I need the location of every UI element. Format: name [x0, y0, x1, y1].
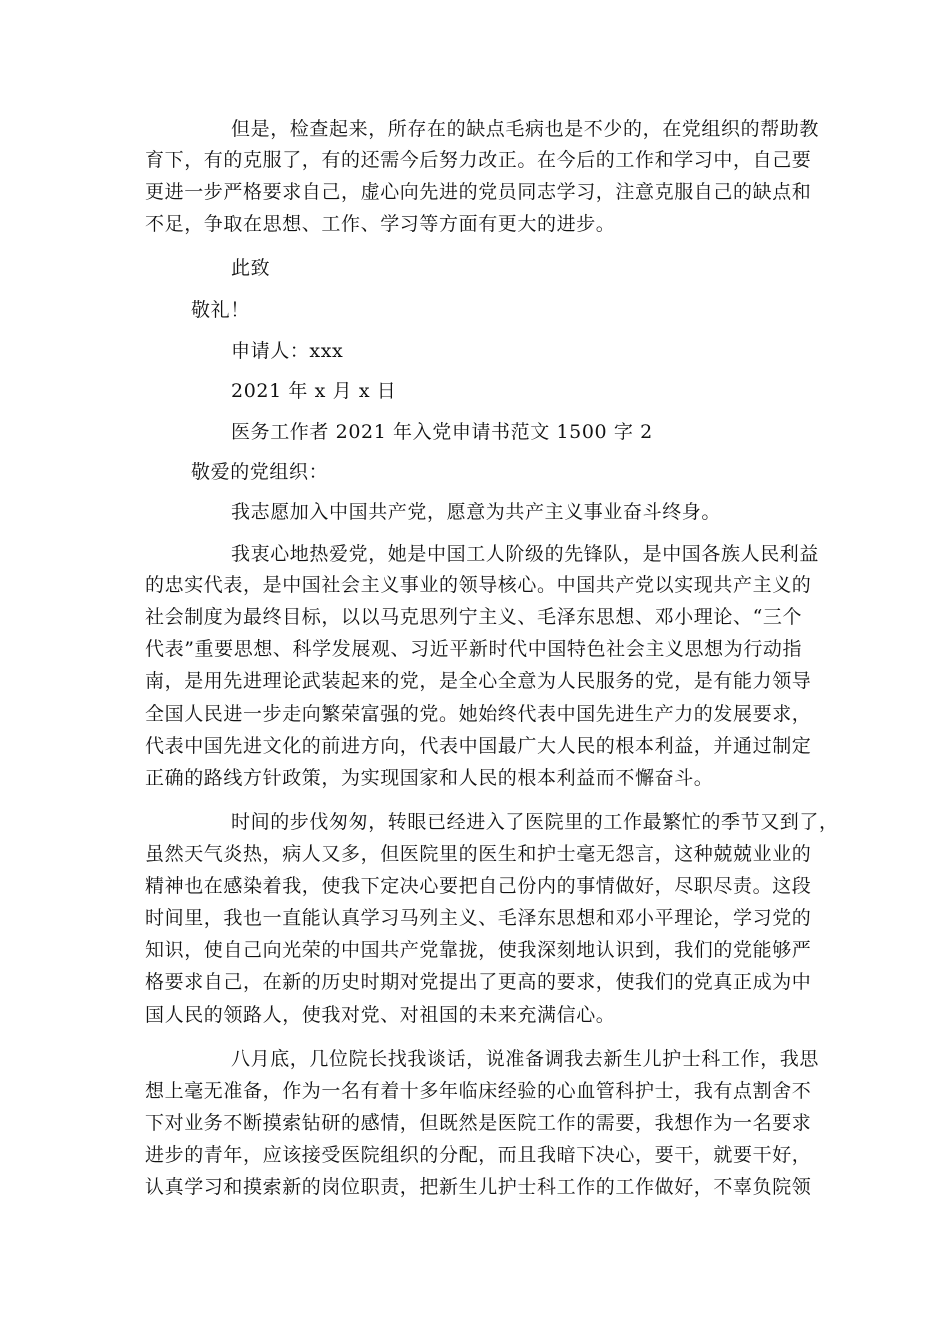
date-line: 2021 年 x 月 x 日 [231, 380, 397, 402]
text-line: 南，是用先进理论武装起来的党，是全心全意为人民服务的党，是有能力领导 [145, 670, 812, 692]
text-line: 正确的路线方针政策，为实现国家和人民的根本利益而不懈奋斗。 [145, 767, 714, 789]
text-line: 全国人民进一步走向繁荣富强的党。她始终代表中国先进生产力的发展要求， [145, 703, 812, 725]
text-line: 认真学习和摸索新的岗位职责，把新生儿护士科工作的工作做好，不辜负院领 [145, 1176, 812, 1198]
text-line: 想上毫无准备，作为一名有着十多年临床经验的心血管科护士，我有点割舍不 [145, 1080, 812, 1102]
text-line: 时间的步伐匆匆，转眼已经进入了医院里的工作最繁忙的季节又到了， [231, 811, 839, 833]
text-line: 代表中国先进文化的前进方向，代表中国最广大人民的根本利益，并通过制定 [145, 735, 812, 757]
text-line: 更进一步严格要求自己，虚心向先进的党员同志学习，注意克服自己的缺点和 [145, 181, 812, 203]
text-line: 代表”重要思想、科学发展观、习近平新时代中国特色社会主义思想为行动指 [145, 638, 803, 660]
text-line: 国人民的领路人，使我对党、对祖国的未来充满信心。 [145, 1004, 616, 1026]
text-line: 虽然天气炎热，病人又多，但医院里的医生和护士毫无怨言，这种兢兢业业的 [145, 843, 812, 865]
text-line: 下对业务不断摸索钻研的感情，但既然是医院工作的需要，我想作为一名要求 [145, 1112, 812, 1134]
greeting-line: 敬爱的党组织： [191, 461, 329, 483]
text-line: 我衷心地热爱党，她是中国工人阶级的先锋队，是中国各族人民利益 [231, 543, 820, 565]
applicant-line: 申请人：xxx [231, 340, 344, 362]
salutation-regards: 敬礼！ [191, 299, 250, 321]
text-line: 精神也在感染着我，使我下定决心要把自己份内的事情做好，尽职尽责。这段 [145, 875, 812, 897]
text-line: 但是，检查起来，所存在的缺点毛病也是不少的，在党组织的帮助教 [231, 118, 820, 140]
text-line: 八月底，几位院长找我谈话，说准备调我去新生儿护士科工作，我思 [231, 1048, 820, 1070]
text-line: 育下，有的克服了，有的还需今后努力改正。在今后的工作和学习中，自己要 [145, 149, 812, 171]
section-title: 医务工作者 2021 年入党申请书范文 1500 字 2 [231, 421, 653, 443]
text-line: 社会制度为最终目标，以以马克思列宁主义、毛泽东思想、邓小理论、“三个 [145, 606, 803, 628]
text-line: 进步的青年，应该接受医院组织的分配，而且我暗下决心，要干，就要干好， [145, 1144, 812, 1166]
text-line: 知识，使自己向光荣的中国共产党靠拢，使我深刻地认识到，我们的党能够严 [145, 939, 812, 961]
text-line: 时间里，我也一直能认真学习马列主义、毛泽东思想和邓小平理论，学习党的 [145, 907, 812, 929]
salutation-closing: 此致 [231, 257, 271, 279]
text-line: 我志愿加入中国共产党，愿意为共产主义事业奋斗终身。 [231, 501, 722, 523]
text-line: 不足，争取在思想、工作、学习等方面有更大的进步。 [145, 213, 616, 235]
text-line: 的忠实代表，是中国社会主义事业的领导核心。中国共产党以实现共产主义的 [145, 574, 812, 596]
text-line: 格要求自己，在新的历史时期对党提出了更高的要求，使我们的党真正成为中 [145, 971, 812, 993]
